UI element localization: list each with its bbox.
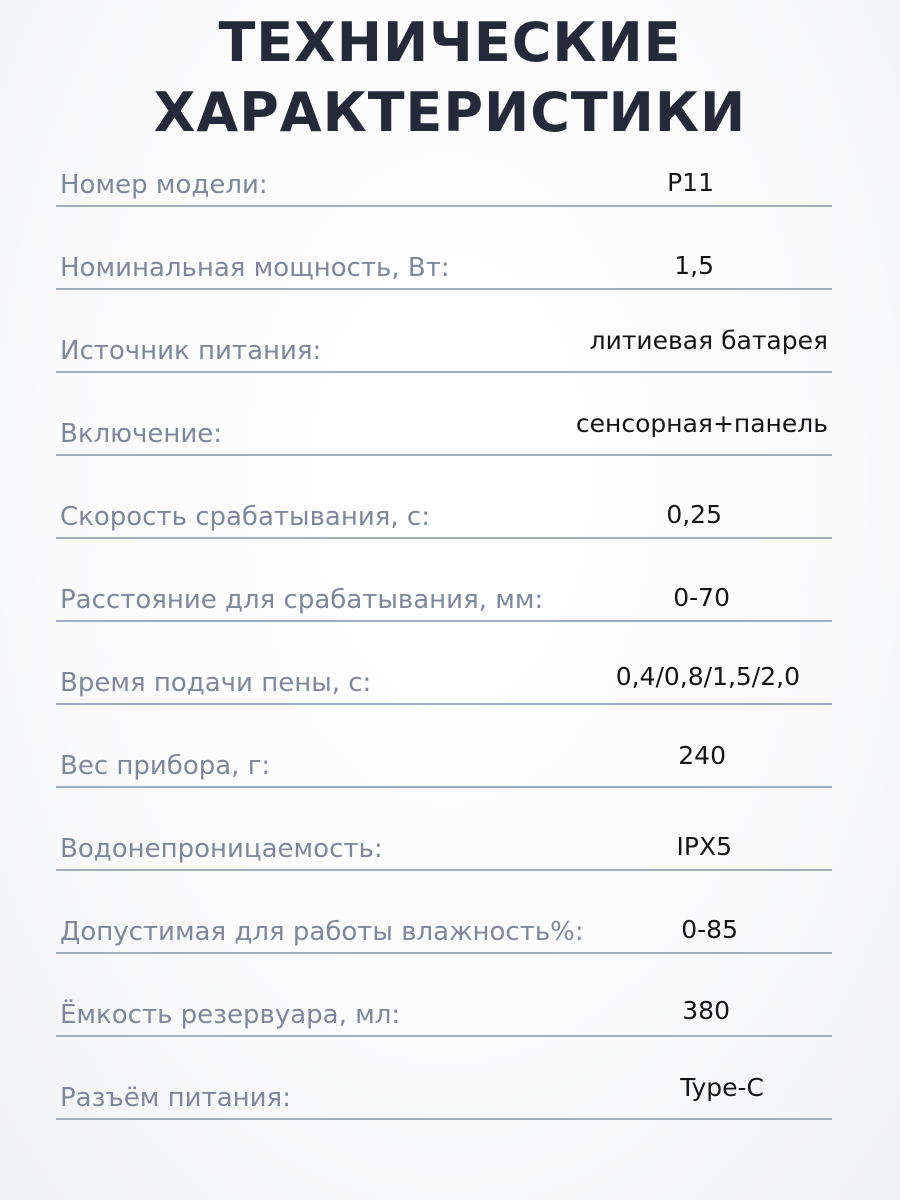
spec-value: 1,5 [674,251,714,280]
spec-row-response-distance [56,560,832,622]
spec-label: Номер модели: [60,170,268,200]
spec-row-power-connector [56,1058,832,1120]
spec-label: Номинальная мощность, Вт: [60,253,450,283]
spec-value: IPX5 [676,832,732,861]
spec-value: 0-70 [673,583,730,612]
spec-row-activation [56,394,832,456]
spec-label: Разъём питания: [60,1083,291,1113]
spec-row-weight [56,726,832,788]
spec-row-tank-capacity [56,975,832,1037]
spec-row-power-source [56,311,832,373]
spec-value: 0,4/0,8/1,5/2,0 [615,662,800,691]
spec-row-model-number [56,145,832,207]
spec-label: Расстояние для срабатывания, мм: [60,585,544,615]
spec-value: 0,25 [666,500,722,529]
spec-label: Ёмкость резервуара, мл: [60,1000,401,1030]
page-title-line-2: ХАРАКТЕРИСТИКИ [153,81,747,144]
spec-value: 380 [682,996,730,1025]
spec-row-humidity [56,892,832,954]
spec-row-rated-power [56,228,832,290]
spec-value: P11 [667,168,714,197]
spec-row-foam-time [56,643,832,705]
spec-label: Водонепроницаемость: [60,834,383,864]
spec-label: Вес прибора, г: [60,751,271,781]
spec-row-water-resistance [56,809,832,871]
spec-row-response-speed [56,477,832,539]
spec-label: Включение: [60,419,223,449]
spec-label: Скорость срабатывания, с: [60,502,430,532]
spec-label: Время подачи пены, с: [60,668,372,698]
spec-value: Type-C [680,1073,764,1102]
spec-label: Допустимая для работы влажность%: [60,917,584,947]
spec-label: Источник питания: [60,336,322,366]
spec-value: 240 [678,741,726,770]
spec-value: 0-85 [681,915,738,944]
spec-value: сенсорная+панель [575,409,828,438]
page-title-line-1: ТЕХНИЧЕСКИЕ [218,11,682,74]
spec-value: литиевая батарея [589,326,828,355]
